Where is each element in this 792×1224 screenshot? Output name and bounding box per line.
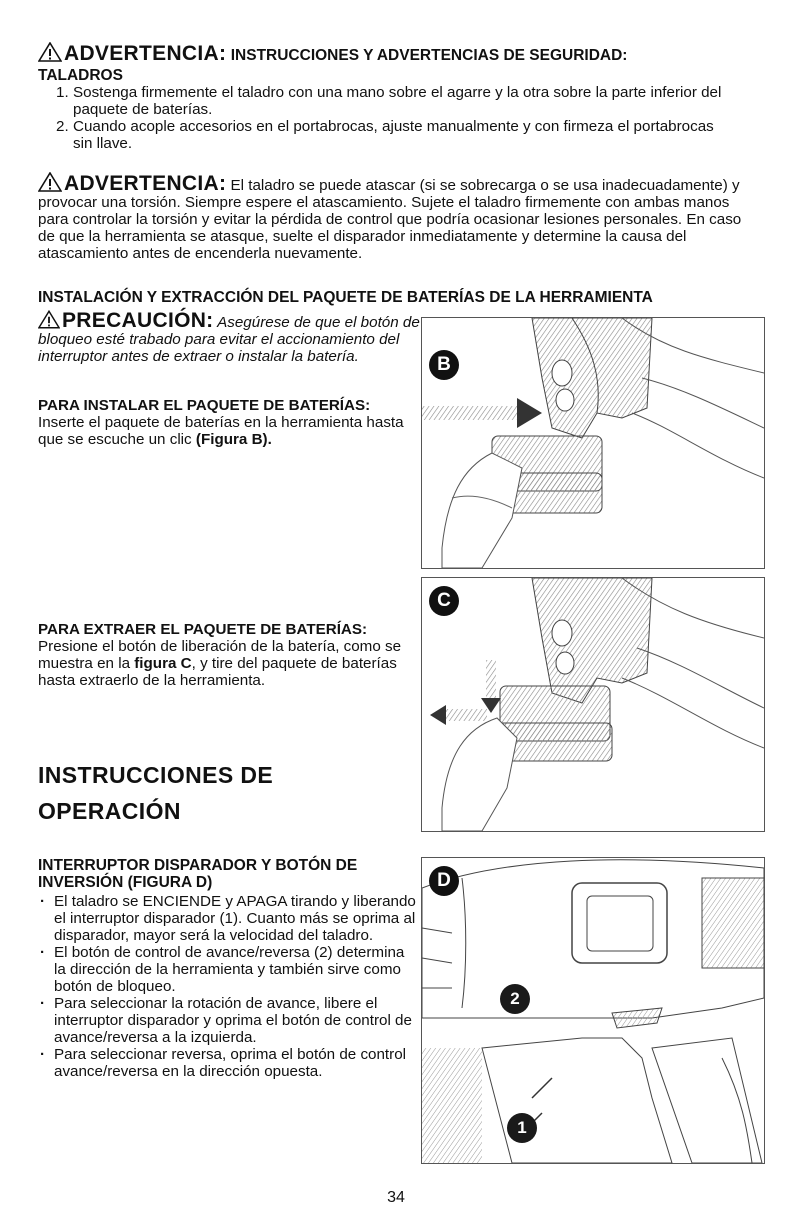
install-heading: PARA INSTALAR EL PAQUETE DE BATERÍAS:: [38, 397, 371, 414]
warning-subtitle: INSTRUCCIONES Y ADVERTENCIAS DE SEGURIDAD:: [230, 47, 628, 64]
callout-2: 2: [500, 984, 530, 1014]
safety-list: [38, 84, 758, 152]
list-item: · El botón de control de avance/reversa (2) determina la dirección de la herramienta y también sirve como botón de bloqueo.: [38, 944, 418, 995]
remove-figure-ref: figura C: [134, 655, 192, 672]
trigger-heading: INTERRUPTOR DISPARADOR Y BOTÓN DE INVERSIÓN (FIGURA D): [38, 857, 358, 891]
figure-b-badge: B: [429, 350, 459, 380]
list-item: 2. Cuando acople accesorios en el portabrocas, ajuste manualmente y con firmeza el portabrocas sin llave.: [56, 118, 714, 152]
figure-b: [421, 317, 765, 569]
warning-triangle-icon: [38, 310, 60, 329]
warning-text: El taladro se puede atascar (si se sobrecarga o se usa inadecuadamente) y provocar una torsión. Siempre espere el atascamiento. Sujete el taladro firmemente con ambas manos para controlar la torsión y evitar la pérdida de control que podría ocasionar lesiones personales. En caso de que la herramienta se atasque, suelte el disparador inmediatamente y determine la causa del atascamiento antes de encenderla nuevamente.: [38, 177, 742, 262]
operation-title: INSTRUCCIONES DE OPERACIÓN: [38, 762, 274, 824]
install-block: [38, 397, 416, 448]
warning-title: ADVERTENCIA:: [64, 42, 227, 65]
remove-block: [38, 621, 418, 689]
warning-block-2: [38, 172, 756, 262]
remove-heading: PARA EXTRAER EL PAQUETE DE BATERÍAS:: [38, 621, 368, 638]
list-item: · Para seleccionar la rotación de avance, libere el interruptor disparador y oprima el botón de control de avance/reversa a la izquierda.: [38, 995, 418, 1046]
figure-b-illustration: [422, 318, 764, 568]
list-item: · El taladro se ENCIENDE y APAGA tirando y liberando el interruptor disparador (1). Cuanto más se oprima al disparador, mayor será la velocidad del taladro.: [38, 893, 418, 944]
figure-c: [421, 577, 765, 832]
trigger-section: [38, 857, 418, 1080]
page-number: 34: [387, 1189, 405, 1206]
figure-d-badge: D: [429, 866, 459, 896]
warning-triangle-icon: [38, 172, 62, 192]
warning-triangle-icon: [38, 42, 62, 62]
install-figure-ref: (Figura B).: [195, 431, 272, 448]
figure-d-illustration: [422, 858, 764, 1163]
list-item: · Para seleccionar reversa, oprima el botón de control avance/reversa en la dirección opuesta.: [38, 1046, 418, 1080]
caution-text: Asegúrese de que el botón de bloqueo esté trabado para evitar el accionamiento del interruptor antes de extraer o instalar la batería.: [38, 314, 420, 365]
figure-c-illustration: [422, 578, 764, 831]
callout-1: 1: [507, 1113, 537, 1143]
install-text: Inserte el paquete de baterías en la herramienta hasta que se escuche un clic: [38, 414, 404, 448]
warning-title: ADVERTENCIA:: [64, 172, 227, 195]
remove-text-1: Presione el botón de liberación de la batería, como se muestra en la: [38, 638, 402, 672]
caution-title: PRECAUCIÓN:: [62, 309, 214, 332]
section-taladros: TALADROS: [38, 67, 123, 84]
list-item: 1. Sostenga firmemente el taladro con una mano sobre el agarre y la otra sobre la parte inferior del paquete de baterías.: [56, 84, 722, 118]
warning-block-1: [38, 42, 758, 152]
remove-text-2: , y tire del paquete de baterías hasta extraerlo de la herramienta.: [38, 655, 397, 689]
figure-c-badge: C: [429, 586, 459, 616]
caution-block: [38, 310, 420, 365]
trigger-bullets: [38, 893, 418, 1080]
figure-d: [421, 857, 765, 1164]
battery-section-heading: INSTALACIÓN Y EXTRACCIÓN DEL PAQUETE DE BATERÍAS DE LA HERRAMIENTA: [38, 289, 653, 306]
